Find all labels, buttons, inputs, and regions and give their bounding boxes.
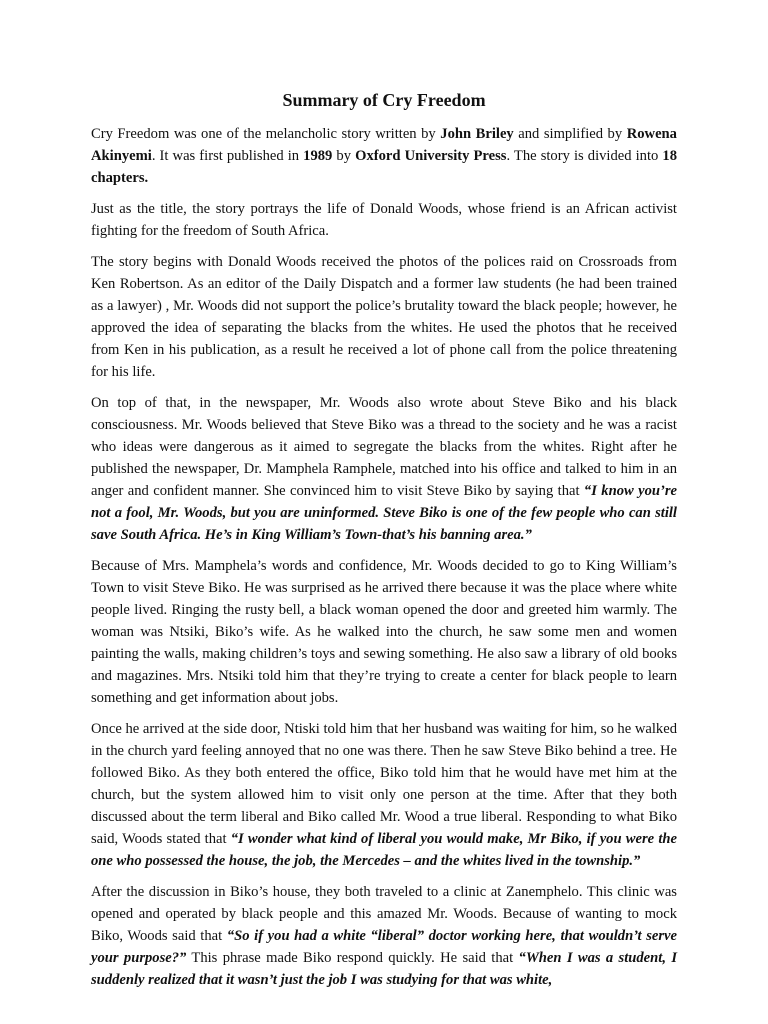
- intro-text-1: Cry Freedom was one of the melancholic story written by: [91, 126, 441, 142]
- intro-text-4: by: [332, 148, 356, 164]
- publication-year: 1989: [303, 148, 333, 164]
- intro-text-5: . The story is divided into: [506, 148, 663, 164]
- document-body: [91, 88, 677, 1000]
- meeting-biko-text: Once he arrived at the side door, Ntiski told him that her husband was waiting for him, so he walked in the church yard feeling annoyed that no one was there. Then he saw Steve Biko behind a tree. He followed Biko. As they both entered the office, Biko told him that he would have met him at the church, but the system allowed him to visit only one person at the time. After that they both discussed about the term liberal and Biko called Mr. Wood a true liberal. Responding to what Biko said, Woods stated that: [91, 721, 677, 847]
- paragraph-clinic: [91, 881, 677, 991]
- woods-doctor-quote: “So if you had a white “liberal” doctor working here, that wouldn’t serve your purpose?”: [91, 928, 677, 966]
- clinic-text-1: After the discussion in Biko’s house, they both traveled to a clinic at Zanemphelo. This clinic was opened and operated by black people and this amazed Mr. Woods. Because of wanting to mock Biko, Woods said that: [91, 884, 677, 944]
- ramphele-quote: “I know you’re not a fool, Mr. Woods, but you are uninformed. Steve Biko is one of the few people who can still save South Africa. He’s in King William’s Town-that’s his banning area.”: [91, 483, 678, 543]
- woods-liberal-quote: “I wonder what kind of liberal you would make, Mr Biko, if you were the one who possessed the house, the job, the Mercedes – and the whites lived in the township.”: [91, 831, 677, 869]
- simplifier-name: Rowena Akinyemi: [91, 126, 677, 164]
- author-name: John Briley: [440, 126, 514, 142]
- paragraph-story-begins: The story begins with Donald Woods received the photos of the polices raid on Crossroads from Ken Robertson. As an editor of the Daily Dispatch and a former law students (he had been trained as a lawyer) , Mr. Woods did not support the police’s brutality toward the black people; however, he approved the idea of separating the blacks from the whites. He used the photos that he received from Ken in his publication, as a result he received a lot of phone call from the police threatening for his life.: [91, 254, 677, 380]
- paragraph-title-meaning: Just as the title, the story portrays the life of Donald Woods, whose friend is an African activist fighting for the freedom of South Africa.: [91, 201, 677, 239]
- publisher-name: Oxford University Press: [355, 148, 507, 164]
- intro-text-3: . It was first published in: [151, 148, 304, 164]
- biko-student-quote: “When I was a student, I suddenly realized that it wasn’t just the job I was studying for that was white,: [91, 950, 677, 988]
- paragraph-biko-article: [91, 392, 677, 546]
- document-title: Summary of Cry Freedom: [282, 90, 486, 110]
- paragraph-king-williams-town: Because of Mrs. Mamphela’s words and confidence, Mr. Woods decided to go to King William’s Town to visit Steve Biko. He was surprised as he arrived there because it was the place where white people lived. Ringing the rusty bell, a black woman opened the door and greeted him warmly. The woman was Ntsiki, Biko’s wife. As he walked into the church, he saw some men and women painting the walls, making children’s toys and sewing something. He also saw a library of old books and magazines. Mrs. Ntsiki told him that they’re trying to create a center for black people to learn something and get information about jobs.: [91, 558, 677, 706]
- intro-text-2: and simplified by: [513, 126, 627, 142]
- paragraph-intro: [91, 123, 677, 189]
- chapter-count: 18 chapters.: [91, 148, 677, 186]
- paragraph-meeting-biko: [91, 718, 677, 872]
- clinic-text-2: This phrase made Biko respond quickly. He said that: [186, 950, 519, 966]
- biko-article-text: On top of that, in the newspaper, Mr. Woods also wrote about Steve Biko and his black consciousness. Mr. Woods believed that Steve Biko was a thread to the society and he was a racist who ideas were dangerous as it aimed to segregate the blacks from the whites. Right after he published the newspaper, Dr. Mamphela Ramphele, matched into his office and talked to him in an anger and confident manner. She convinced him to visit Steve Biko by saying that: [91, 395, 677, 499]
